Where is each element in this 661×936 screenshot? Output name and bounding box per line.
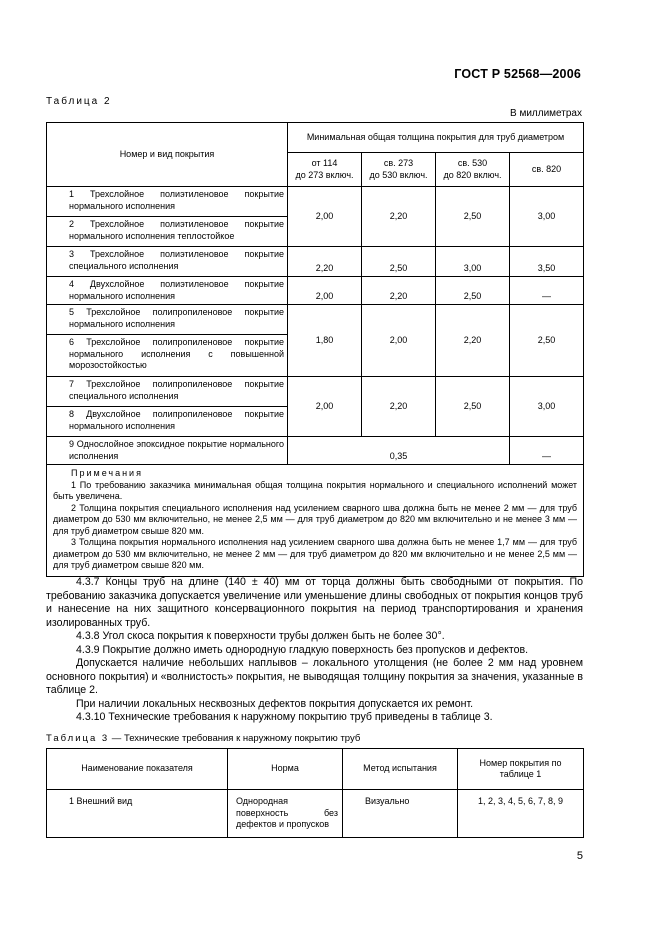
table2-cell: 3,50 [510,247,584,277]
table2-cell: 2,50 [362,247,436,277]
table2 [46,122,584,577]
notes-title: Примечания [71,468,143,478]
table2-row-name: 7 Трехслойное полипропиленовое покрытие специального исполнения [47,377,288,407]
note-item: 3 Толщина покрытия нормального исполнения над усилением сварного шва должна быть не менее 1,7 мм — для труб диаметром до 530 мм включительно, не менее 2 мм — для труб диаметром до 820 мм включительно и не менее 2,5 мм — для труб диаметром свыше 820 мм. [53,537,578,570]
table2-cell: 2,20 [362,187,436,247]
table2-row-name: 3 Трехслойное полиэтиленовое покрытие специального исполнения [47,247,288,277]
table2-row-name: 6 Трехслойное полипропиленовое покрытие нормального исполнения с повышенной морозостойкостью [47,335,288,377]
table2-header-col1: от 114 до 273 включ. [288,153,362,187]
paragraph-4-3-9: 4.3.9 Покрытие должно иметь однородную гладкую поверхность без пропусков и дефектов. [76,643,529,656]
table3-caption-word: Таблица 3 [46,733,110,744]
table2-cell: — [510,437,584,465]
paragraph-admission: Допускается наличие небольших наплывов – локального утолщения (не более 2 мм над уровнем основного покрытия) и «волнистость» покрытия, не выводящая толщину покрытия за значения, указанные в таблице 2. [46,657,583,696]
table2-notes [47,465,584,577]
body-section [46,576,583,725]
table2-header-name: Номер и вид покрытия [47,123,288,187]
table2-cell: 2,00 [288,277,362,305]
table3 [46,748,584,838]
table2-cell: 2,50 [510,305,584,377]
table2-row-name: 4 Двухслойное полиэтиленовое покрытие нормального исполнения [47,277,288,305]
table2-cell: 2,20 [288,247,362,277]
table2-cell: 3,00 [510,377,584,437]
note-item: 2 Толщина покрытия специального исполнения над усилением сварного шва должна быть не менее 2 мм — для труб диаметром до 530 мм включительно, не менее 2,5 мм — для труб диаметром до 820 мм включительно и не менее 3 мм — для труб диаметром свыше 820 мм. [53,502,578,536]
table2-cell: 2,00 [288,187,362,247]
table2-cell: 2,50 [436,187,510,247]
standard-designation: ГОСТ Р 52568—2006 [454,67,581,81]
table3-caption-title: — Технические требования к наружному покрытию труб [109,733,361,744]
table3-header: Норма [228,749,343,790]
table2-cell: 1,80 [288,305,362,377]
table3-cell: 1 Внешний вид [47,790,228,838]
table2-cell: 2,20 [362,377,436,437]
table2-cell: 2,20 [362,277,436,305]
table2-cell: 0,35 [288,437,510,465]
table2-header-col4: св. 820 [510,153,584,187]
table2-row-name: 5 Трехслойное полипропиленовое покрытие нормального исполнения [47,305,288,335]
table2-header-col3: св. 530 до 820 включ. [436,153,510,187]
table3-header: Номер покрытия по таблице 1 [458,749,584,790]
table2-cell: 2,00 [362,305,436,377]
table3-cell: 1, 2, 3, 4, 5, 6, 7, 8, 9 [458,790,584,838]
table2-header-group: Минимальная общая толщина покрытия для труб диаметром [288,123,584,153]
table3-caption [46,733,360,744]
table3-cell: Визуально [343,790,458,838]
table2-row-name: 1 Трехслойное полиэтиленовое покрытие нормального исполнения [47,187,288,217]
table2-row-name: 2 Трехслойное полиэтиленовое покрытие нормального исполнения теплостойкое [47,217,288,247]
paragraph-4-3-8: 4.3.8 Угол скоса покрытия к поверхности трубы должен быть не более 30°. [76,630,445,642]
paragraph-4-3-10: 4.3.10 Технические требования к наружному покрытию труб приведены в таблице 3. [76,711,493,723]
note-item: 1 По требованию заказчика минимальная общая толщина покрытия нормального и специального исполнений может быть увеличена. [53,479,578,501]
table2-cell: 2,20 [436,305,510,377]
paragraph-4-3-7: 4.3.7 Концы труб на длине (140 ± 40) мм от торца должны быть свободными от покрытия. По требованию заказчика допускается увеличение или уменьшение длины свободных от покрытия концов труб и нанесение на них защитного консервационного покрытия на период транспортирования и хранения изолированных труб. [46,576,583,629]
table3-header: Наименование показателя [47,749,228,790]
table3-cell: Однородная поверхность без дефектов и пропусков [228,790,343,838]
table2-cell: 3,00 [436,247,510,277]
paragraph-repair: При наличии локальных несквозных дефектов покрытия допускается их ремонт. [76,697,474,710]
table2-cell: 3,00 [510,187,584,247]
table2-caption: Таблица 2 [46,96,112,107]
table2-header-col2: св. 273 до 530 включ. [362,153,436,187]
table2-row-name: 9 Однослойное эпоксидное покрытие нормального исполнения [47,437,288,465]
table2-cell: 2,50 [436,377,510,437]
table3-header: Метод испытания [343,749,458,790]
table2-row-name: 8 Двухслойное полипропиленовое покрытие нормального исполнения [47,407,288,437]
table2-units: В миллиметрах [510,108,582,119]
page-number: 5 [576,850,583,862]
table2-cell: 2,00 [288,377,362,437]
table2-cell: 2,50 [436,277,510,305]
table2-cell: — [510,277,584,305]
